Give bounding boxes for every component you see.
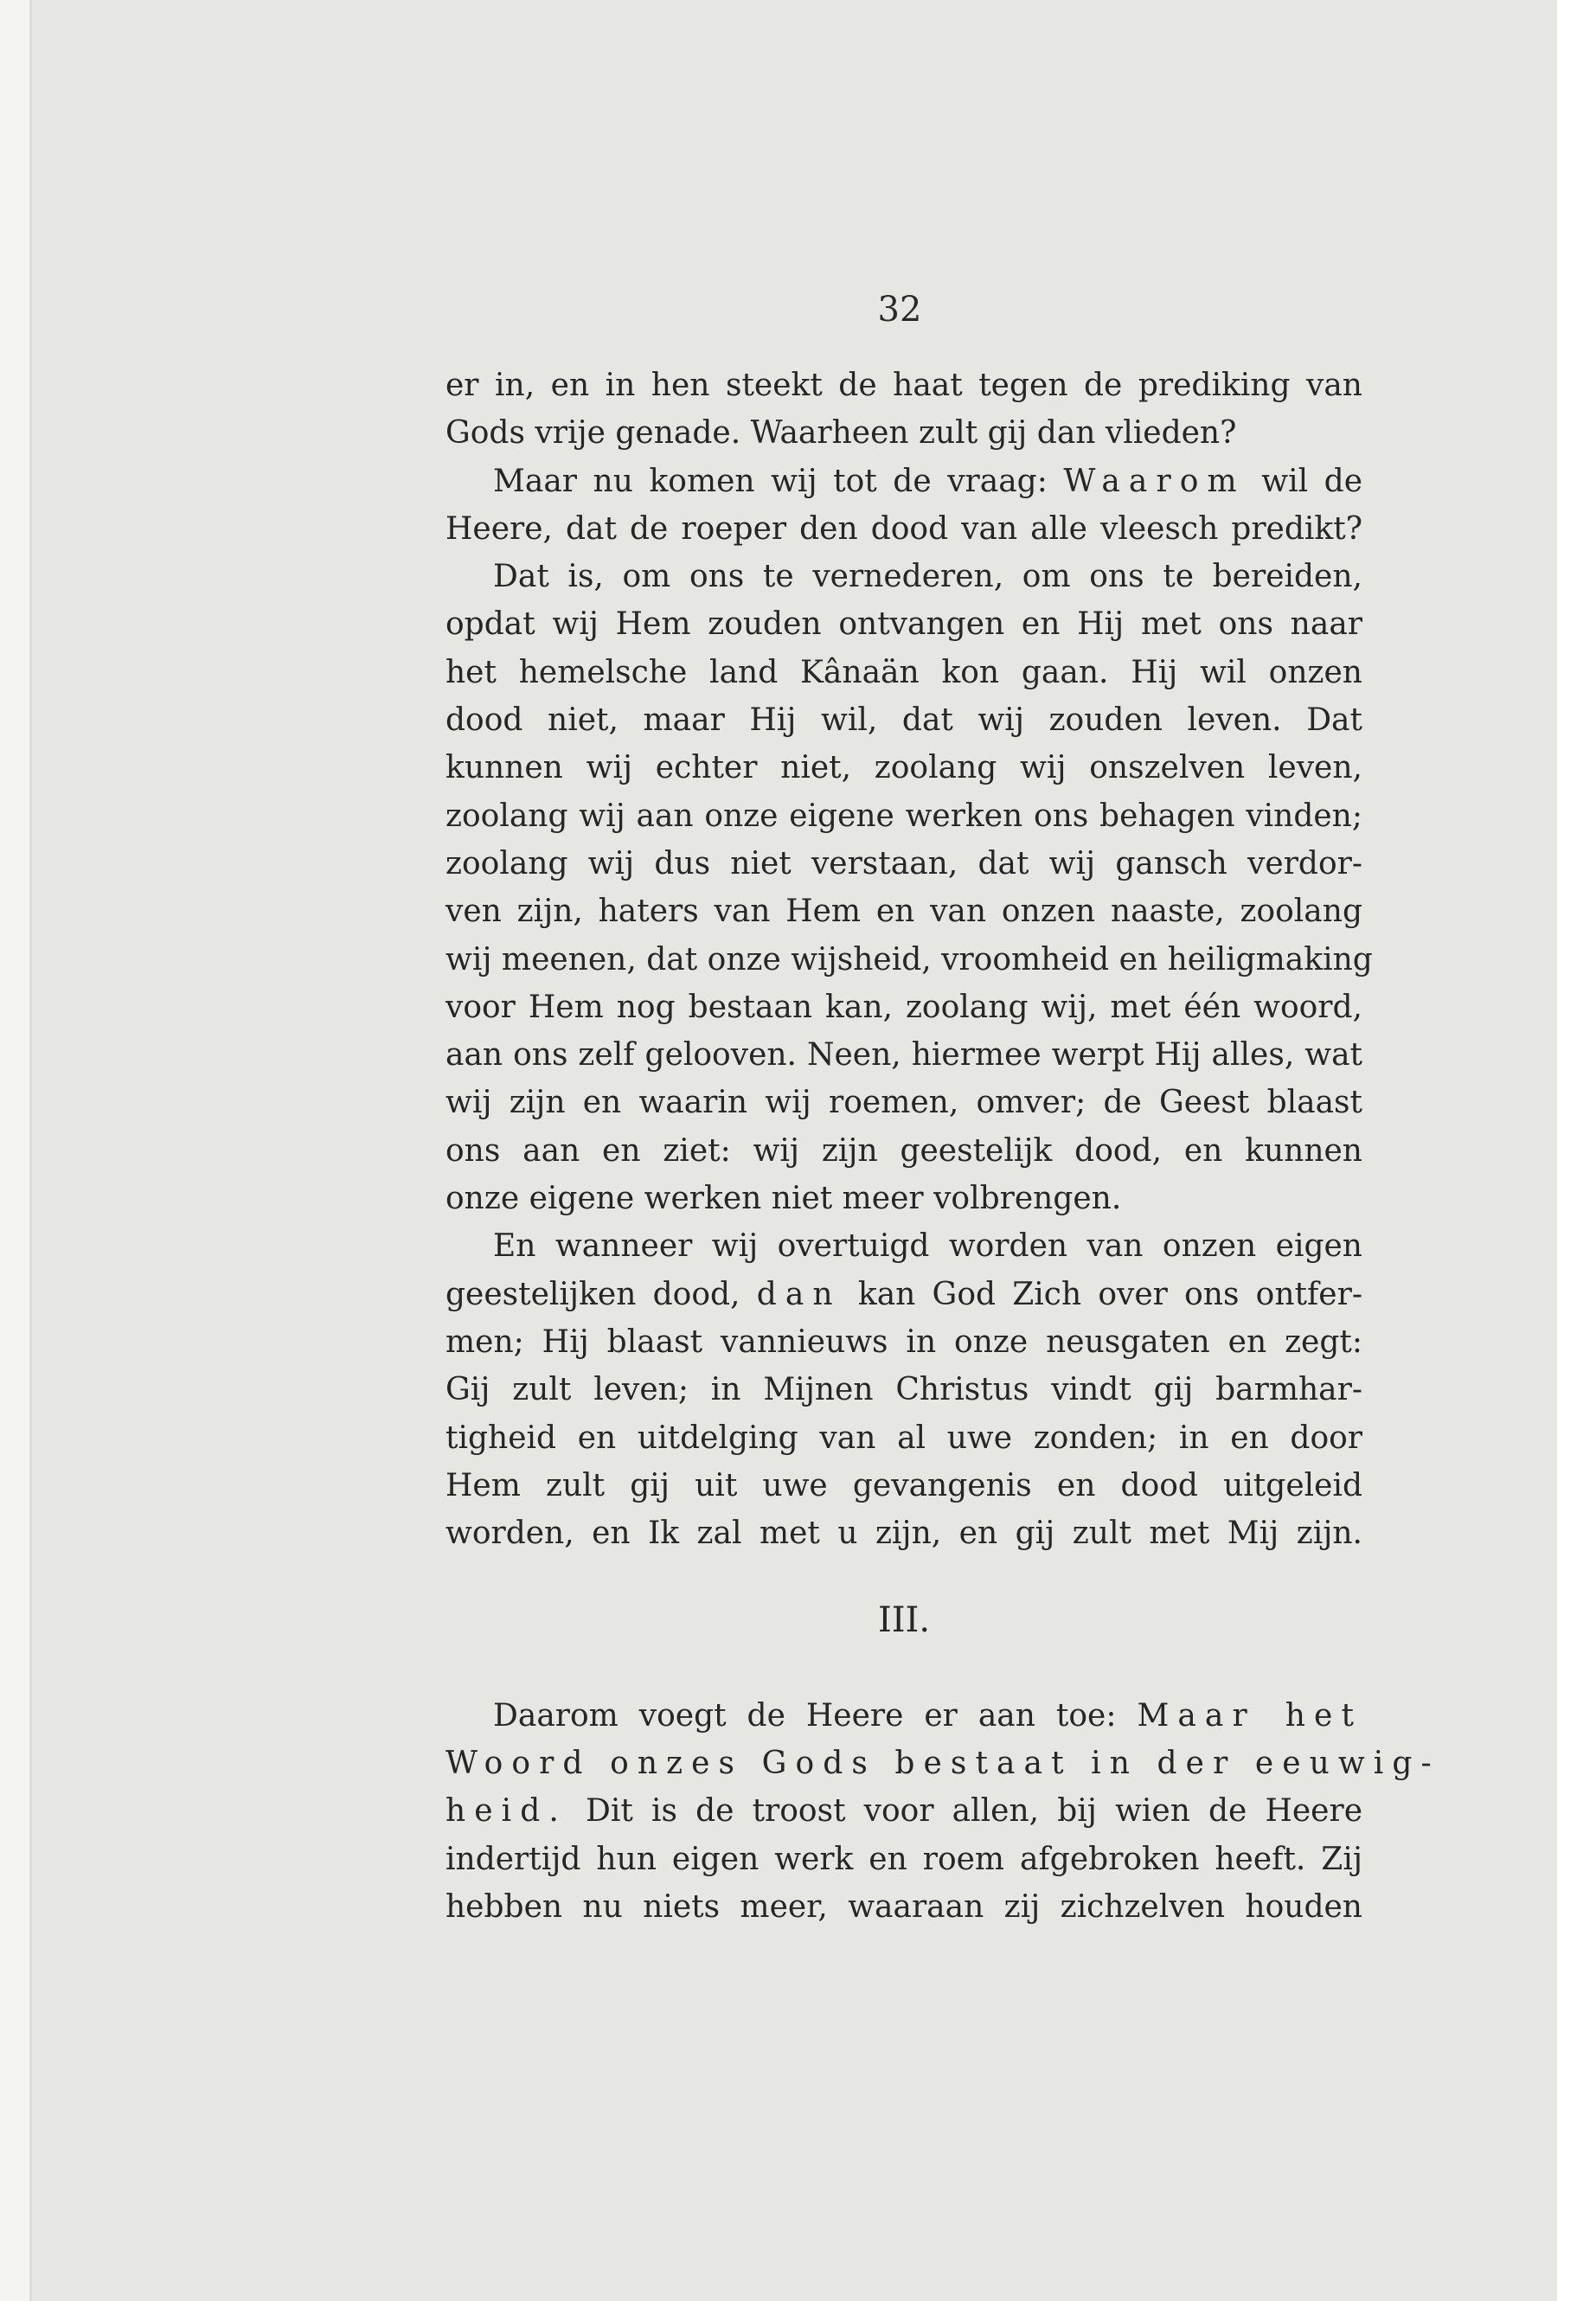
text-line: Maar nu komen wij tot de vraag: Waarom wil de [493,463,1363,499]
emphasis-spaced: dan [756,1276,842,1312]
text-line: ons aan en ziet: wij zijn geestelijk dood, en kunnen [445,1132,1362,1169]
text-line: Dat is, om ons te vernederen, om ons te bereiden, [493,559,1362,595]
text-line: wij meenen, dat onze wijsheid, vroomheid en heiligmaking [445,941,1373,977]
text-line: onze eigene werken niet meer volbrengen. [445,1181,1122,1217]
text-line: er in, en in hen steekt de haat tegen de prediking van [445,368,1362,403]
text-line: heid. Dit is de troost voor allen, bij wien de Heere [445,1793,1362,1830]
text-line: kunnen wij echter niet, zoolang wij onszelven leven, [445,750,1362,786]
text-line: Gij zult leven; in Mijnen Christus vindt gij barmhar- [445,1372,1362,1408]
text-line: het hemelsche land Kânaän kon gaan. Hij wil onzen [445,654,1362,690]
body-text [445,362,1440,1931]
text-line: hebben nu niets meer, waaraan zij zichzelven houden [445,1888,1362,1925]
text-line: Hem zult gij uit uwe gevangenis en dood uitgeleid [445,1467,1362,1503]
text-line: zoolang wij aan onze eigene werken ons behagen vinden; [445,798,1362,834]
section-heading: III. [877,1600,931,1641]
text-line: dood niet, maar Hij wil, dat wij zouden leven. Dat [445,702,1362,739]
emphasis-spaced: Maar het [1137,1697,1362,1734]
text-line: voor Hem nog bestaan kan, zoolang wij, met één woord, [445,989,1362,1025]
text-line: aan ons zelf gelooven. Neen, hiermee werpt Hij alles, wat [445,1037,1362,1074]
text-line: En wanneer wij overtuigd worden van onzen eigen [493,1228,1362,1265]
text-line: indertijd hun eigen werk en roem afgebroken heeft. Zij [445,1841,1362,1877]
text-line: worden, en Ik zal met u zijn, en gij zult met Mij zijn. [445,1516,1362,1552]
text-line: Heere, dat de roeper den dood van alle vleesch predikt? [445,510,1362,547]
text-line: wij zijn en waarin wij roemen, omver; de Geest blaast [445,1085,1362,1121]
scan-margin-right [1557,0,1596,2301]
text-line: tigheid en uitdelging van al uwe zonden; in en door [445,1420,1362,1456]
emphasis-spaced: heid. [445,1793,567,1830]
text-line: zoolang wij dus niet verstaan, dat wij gansch verdor- [445,845,1362,881]
text-line: opdat wij Hem zouden ontvangen en Hij met ons naar [445,606,1362,643]
emphasis-spaced: Waarom [1063,463,1246,499]
scan-margin-left [0,0,29,2301]
text-line: ven zijn, haters van Hem en van onzen naaste, zoolang [445,894,1362,930]
page-number: 32 [877,290,922,330]
text-line: men; Hij blaast vannieuws in onze neusgaten en zegt: [445,1324,1362,1360]
text-line-emphasis: Woord onzes Gods bestaat in der eeuwig- [445,1746,1440,1782]
text-line: Gods vrije genade. Waarheen zult gij dan vlieden? [445,415,1237,452]
text-line: geestelijken dood, dan kan God Zich over ons ontfer- [445,1276,1362,1312]
text-line: Daarom voegt de Heere er aan toe: Maar het [493,1697,1362,1734]
